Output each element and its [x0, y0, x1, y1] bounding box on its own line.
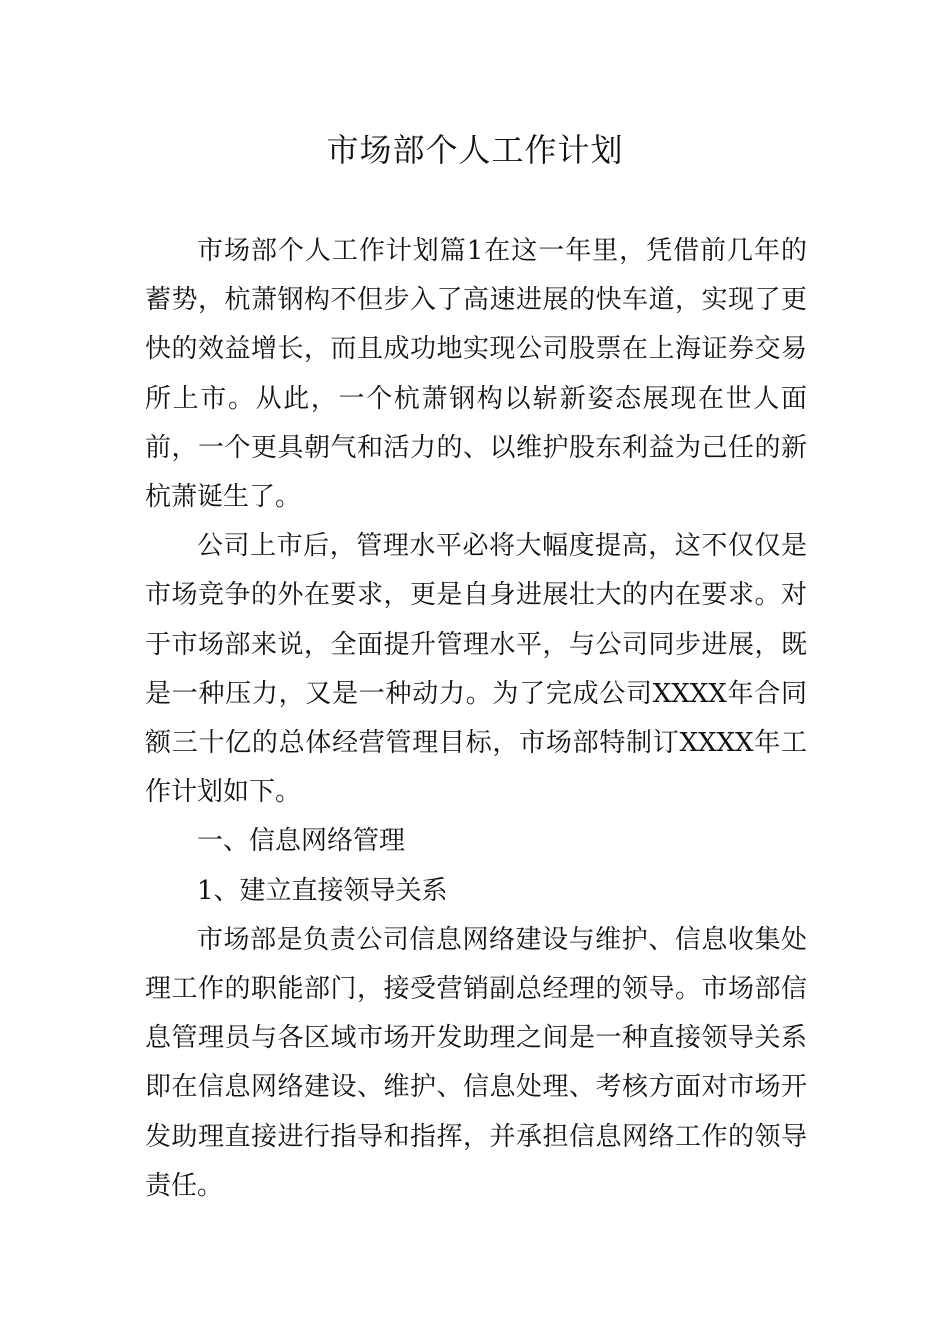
- page-title: 市场部个人工作计划: [326, 131, 624, 169]
- paragraph-intro: 市场部个人工作计划篇1在这一年里，凭借前几年的蓄势，杭萧钢构不但步入了高速进展的快车道，实现了更快的效益增长，而且成功地实现公司股票在上海证券交易所上市。从此，一个杭萧钢构以崭新姿态展现在世人面前，一个更具朝气和活力的、以维护股东利益为己任的新杭萧诞生了。: [145, 236, 807, 513]
- document-body: [145, 227, 807, 1211]
- paragraph-listing: 公司上市后，管理水平必将大幅度提高，这不仅仅是市场竞争的外在要求，更是自身进展壮大的内在要求。对于市场部来说，全面提升管理水平，与公司同步进展，既是一种压力，又是一种动力。为了完成公司XXXX年合同额三十亿的总体经营管理目标，市场部特制订XXXX年工作计划如下。: [145, 531, 807, 808]
- subsection-heading: 1、建立直接领导关系: [197, 875, 448, 906]
- paragraph-leadership: 市场部是负责公司信息网络建设与维护、信息收集处理工作的职能部门，接受营销副总经理的领导。市场部信息管理员与各区域市场开发助理之间是一种直接领导关系即在信息网络建设、维护、信息处理、考核方面对市场开发助理直接进行指导和指挥，并承担信息网络工作的领导责任。: [145, 924, 807, 1201]
- section-heading: 一、信息网络管理: [197, 826, 406, 857]
